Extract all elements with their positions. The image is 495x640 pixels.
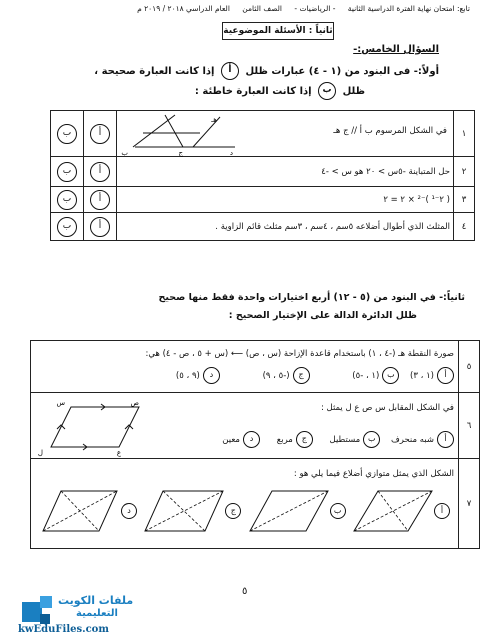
header-subject: - الرياضيات - <box>294 4 336 13</box>
mc-option-c[interactable]: ج(-٥ ، ٩) <box>263 367 310 384</box>
site-logo <box>10 592 160 636</box>
logo-line1: ملفات الكويت <box>58 594 134 607</box>
part1-line2 <box>195 82 365 100</box>
fig-label-ain: ع <box>116 449 121 457</box>
mc-cell <box>31 393 459 459</box>
mc-option-c[interactable]: ج <box>143 483 241 539</box>
fig-label-s: س <box>56 399 65 407</box>
part2-line2: ظلل الدائرة الدالة على الإختيار الصحيح : <box>228 310 417 321</box>
part1-line1 <box>94 62 439 80</box>
fig-label-h: هـ <box>211 116 217 124</box>
tf-text: حل المتباينة -٥س > ٢٠ هو س > -٤ <box>117 157 454 187</box>
question-5-label: السؤال الخامس:- <box>353 44 439 55</box>
mc-option-b[interactable]: ب(١ ، -٥) <box>352 367 399 384</box>
fig-label-b: ب <box>121 149 128 157</box>
mc-row <box>31 393 480 459</box>
tf-row <box>51 213 475 241</box>
logo-url: kwEduFiles.com <box>18 624 109 635</box>
page-number: ٥ <box>242 586 248 597</box>
tf-text: في الشكل المرسوم ب أ // ج هـ <box>333 126 447 136</box>
mc-row <box>31 341 480 393</box>
mc-option-a[interactable]: أشبه منحرف <box>391 431 454 448</box>
mc-option-d[interactable]: د(٩ ، ٥) <box>176 367 220 384</box>
true-false-table <box>50 110 475 241</box>
mc-question: الشكل الذي يمثل متوازي أضلاع فيما يلي هو : <box>293 468 454 479</box>
part1-letter-b: ب <box>318 82 336 100</box>
part1-line1-suffix: إذا كانت العبارة صحيحة ، <box>94 66 215 77</box>
fig-label-c: ج <box>178 149 183 157</box>
mc-option-b[interactable]: ب <box>248 483 346 539</box>
mc-row <box>31 459 480 549</box>
tf-option-b[interactable]: ب <box>51 111 84 157</box>
mc-option-b[interactable]: بمستطيل <box>330 431 381 448</box>
shape-a-figure <box>352 483 434 539</box>
tf-option-a[interactable]: أ <box>84 213 117 241</box>
mc-options <box>35 367 454 384</box>
tf-option-b[interactable]: ب <box>51 187 84 213</box>
shape-b-figure <box>248 483 330 539</box>
header-grade: الصف الثامن <box>242 4 282 13</box>
parallelogram-figure <box>37 397 151 457</box>
logo-line2: التعليمية <box>76 608 118 619</box>
tf-option-b[interactable]: ب <box>51 157 84 187</box>
tf-num: ٢ <box>454 157 475 187</box>
mc-question: صورة النقطة هـ (-٤ ، ١) باستخدام قاعدة الإزاحة (س ، ص) ⟵ (س + ٥ ، ص - ٤) هي: <box>145 349 454 359</box>
fig-label-lam: ل <box>37 449 43 457</box>
mc-num: ٧ <box>459 459 480 549</box>
tf-row <box>51 157 475 187</box>
section-title: ثانياً : الأسئلة الموضوعية <box>222 22 334 40</box>
mc-num: ٦ <box>459 393 480 459</box>
tf-option-a[interactable]: أ <box>84 157 117 187</box>
page-header <box>40 4 470 13</box>
header-school: تابع: امتحان نهاية الفترة الدراسية الثانية <box>347 4 470 13</box>
part1-letter-a: أ <box>221 62 239 80</box>
tf-option-b[interactable]: ب <box>51 213 84 241</box>
tf-num: ٣ <box>454 187 475 213</box>
tf-num: ٤ <box>454 213 475 241</box>
multiple-choice-table <box>30 340 480 549</box>
part2-line1: ثانياً:- في البنود من (٥ - ١٢) أربع اختيارات واحدة فقط منها صحيح <box>158 292 465 303</box>
tf-text-cell <box>117 111 454 157</box>
tf-row <box>51 187 475 213</box>
mc-option-d[interactable]: دمعين <box>222 431 260 448</box>
part1-line2-suffix: إذا كانت العبارة خاطئة : <box>194 86 312 97</box>
shape-d-figure <box>39 483 121 539</box>
fig-label-sad: ص <box>130 399 139 407</box>
fig-label-d: د <box>229 149 233 157</box>
parallel-lines-figure <box>121 113 245 157</box>
mc-option-a[interactable]: أ(١ ، ٣) <box>410 367 454 384</box>
mc-question: في الشكل المقابل س ص ع ل يمثل : <box>320 403 454 413</box>
tf-text: المثلث الذي أطوال أضلاعه ٥سم ، ٤سم ، ٣سم مثلث قائم الزاوية . <box>117 213 454 241</box>
tf-option-a[interactable]: أ <box>84 187 117 213</box>
mc-option-a[interactable]: أ <box>352 483 450 539</box>
mc-options <box>35 483 454 539</box>
mc-num: ٥ <box>459 341 480 393</box>
mc-option-d[interactable]: د <box>39 483 137 539</box>
header-year: العام الدراسي ٢٠١٨ / ٢٠١٩ م <box>137 4 230 13</box>
mc-option-c[interactable]: جمربع <box>277 431 313 448</box>
shape-c-figure <box>143 483 225 539</box>
part1-line2-prefix: ظلل <box>342 86 365 97</box>
tf-text: ( ٢⁻¹ )⁻² × ٢ = ٢ <box>117 187 454 213</box>
tf-num: ١ <box>454 111 475 157</box>
part1-line1-prefix: أولاً:- فى البنود من (١ - ٤) عبارات ظلل <box>245 66 439 77</box>
mc-cell <box>31 459 459 549</box>
mc-cell <box>31 341 459 393</box>
tf-row <box>51 111 475 157</box>
tf-option-a[interactable]: أ <box>84 111 117 157</box>
